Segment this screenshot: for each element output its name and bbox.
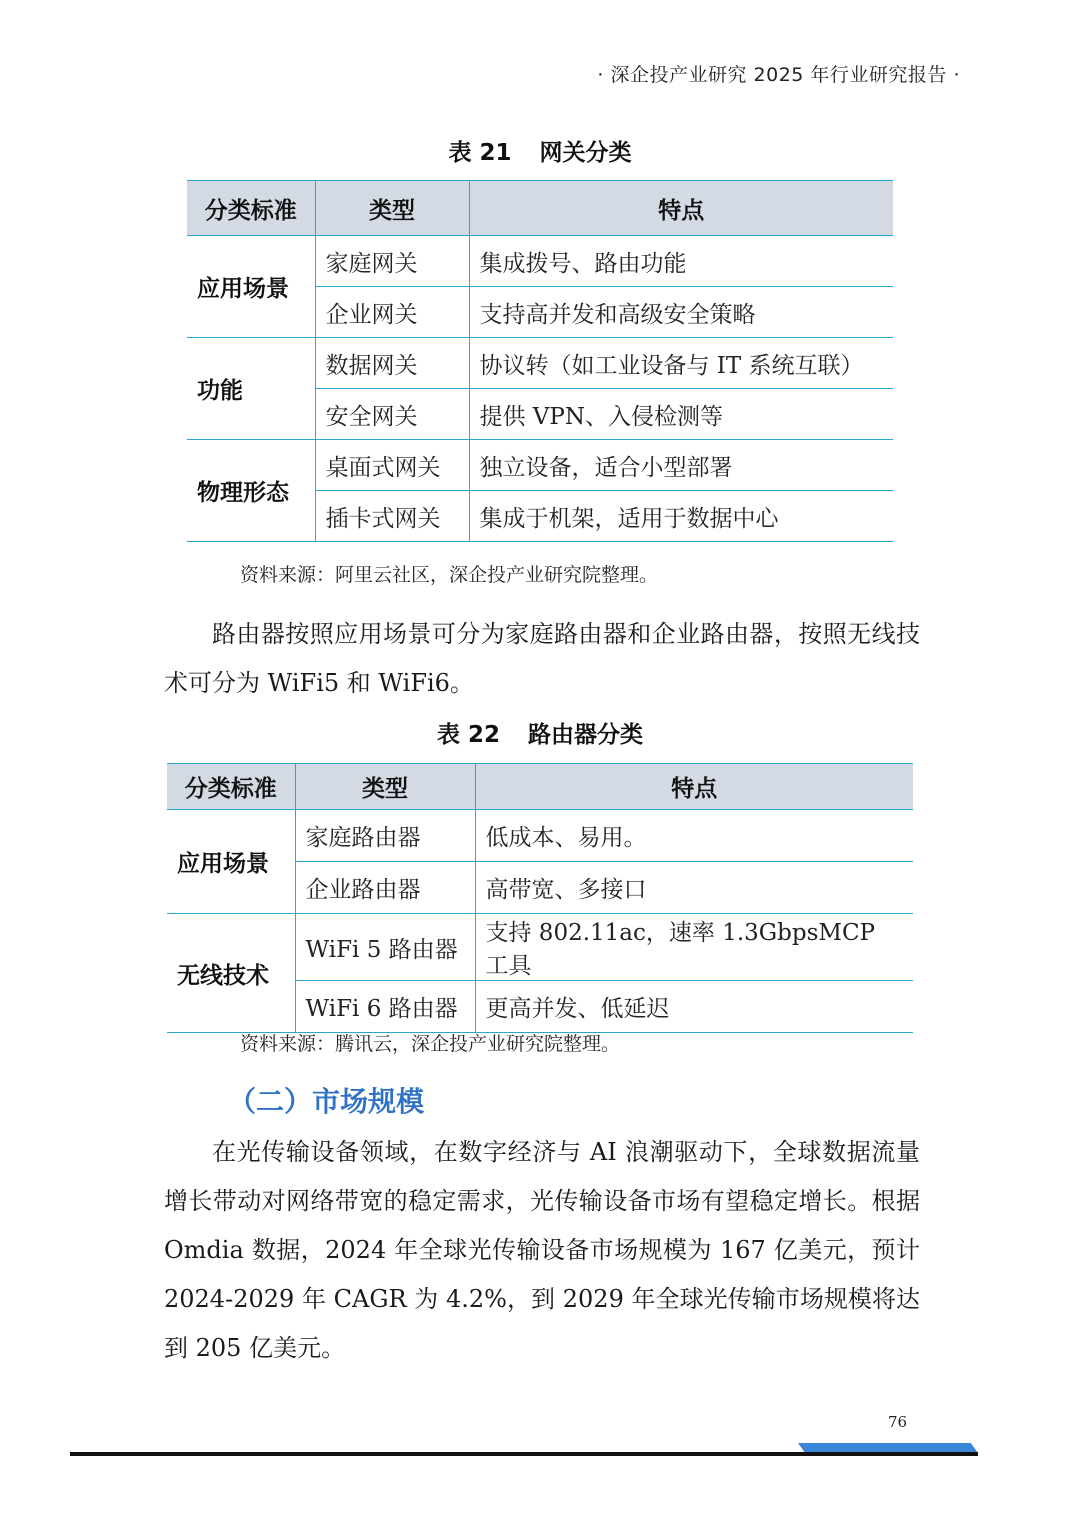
type-cell: 家庭路由器 (295, 810, 475, 862)
header-type: 类型 (295, 764, 475, 810)
category-cell: 应用场景 (187, 236, 315, 338)
table-21-title: 网关分类 (539, 140, 632, 166)
feature-cell: 集成拨号、路由功能 (469, 236, 893, 287)
table-row (187, 236, 893, 287)
router-classification-table (167, 763, 913, 1033)
feature-cell: 低成本、易用。 (475, 810, 913, 862)
table-row (167, 914, 913, 981)
intro-paragraph (164, 610, 920, 708)
table-22-caption (0, 716, 1080, 749)
header-feature: 特点 (475, 764, 913, 810)
type-cell: WiFi 5 路由器 (295, 914, 475, 981)
type-cell: 插卡式网关 (315, 491, 469, 542)
table-row (187, 338, 893, 389)
table-21-number: 表 21 (448, 140, 512, 166)
category-cell: 功能 (187, 338, 315, 440)
intro-paragraph-text: 路由器按照应用场景可分为家庭路由器和企业路由器，按照无线技术可分为 WiFi5 和 WiFi6。 (164, 620, 920, 697)
feature-cell: 协议转（如工业设备与 IT 系统互联） (469, 338, 893, 389)
header-type: 类型 (315, 181, 469, 236)
feature-cell: 支持 802.11ac，速率 1.3GbpsMCP 工具 (475, 914, 913, 981)
header-category: 分类标准 (187, 181, 315, 236)
feature-cell: 提供 VPN、入侵检测等 (469, 389, 893, 440)
type-cell: WiFi 6 路由器 (295, 981, 475, 1033)
type-cell: 桌面式网关 (315, 440, 469, 491)
feature-cell: 集成于机架，适用于数据中心 (469, 491, 893, 542)
table-header-row (187, 181, 893, 236)
gateway-classification-table (187, 180, 893, 542)
feature-cell: 更高并发、低延迟 (475, 981, 913, 1033)
category-cell: 无线技术 (167, 914, 295, 1033)
table-22-source: 资料来源：腾讯云，深企投产业研究院整理。 (240, 1033, 621, 1055)
footer-rule (70, 1452, 978, 1456)
type-cell: 安全网关 (315, 389, 469, 440)
type-cell: 家庭网关 (315, 236, 469, 287)
type-cell: 企业路由器 (295, 862, 475, 914)
type-cell: 企业网关 (315, 287, 469, 338)
table-22-title: 路由器分类 (528, 722, 643, 748)
page-number: 76 (888, 1413, 908, 1431)
table-22-number: 表 22 (436, 722, 500, 748)
type-cell: 数据网关 (315, 338, 469, 389)
table-row (167, 810, 913, 862)
category-cell: 应用场景 (167, 810, 295, 914)
feature-cell: 独立设备，适合小型部署 (469, 440, 893, 491)
category-cell: 物理形态 (187, 440, 315, 542)
header-category: 分类标准 (167, 764, 295, 810)
table-row (187, 440, 893, 491)
market-paragraph-text: 在光传输设备领域，在数字经济与 AI 浪潮驱动下，全球数据流量增长带动对网络带宽的稳定需求，光传输设备市场有望稳定增长。根据 Omdia 数据，2024 年全球光传输设备市场规模为 167 亿美元，预计 2024-2029 年 CAGR 为 4.2%，到 2029 年全球光传输市场规模将达到 205 亿美元。 (164, 1138, 920, 1362)
running-header: · 深企投产业研究 2025 年行业研究报告 · (597, 64, 960, 86)
market-paragraph (164, 1128, 920, 1373)
table-21-source: 资料来源：阿里云社区，深企投产业研究院整理。 (240, 564, 659, 586)
feature-cell: 高带宽、多接口 (475, 862, 913, 914)
header-feature: 特点 (469, 181, 893, 236)
feature-cell: 支持高并发和高级安全策略 (469, 287, 893, 338)
table-21-caption (0, 134, 1080, 167)
section-heading: （二）市场规模 (228, 1085, 425, 1118)
table-header-row (167, 764, 913, 810)
